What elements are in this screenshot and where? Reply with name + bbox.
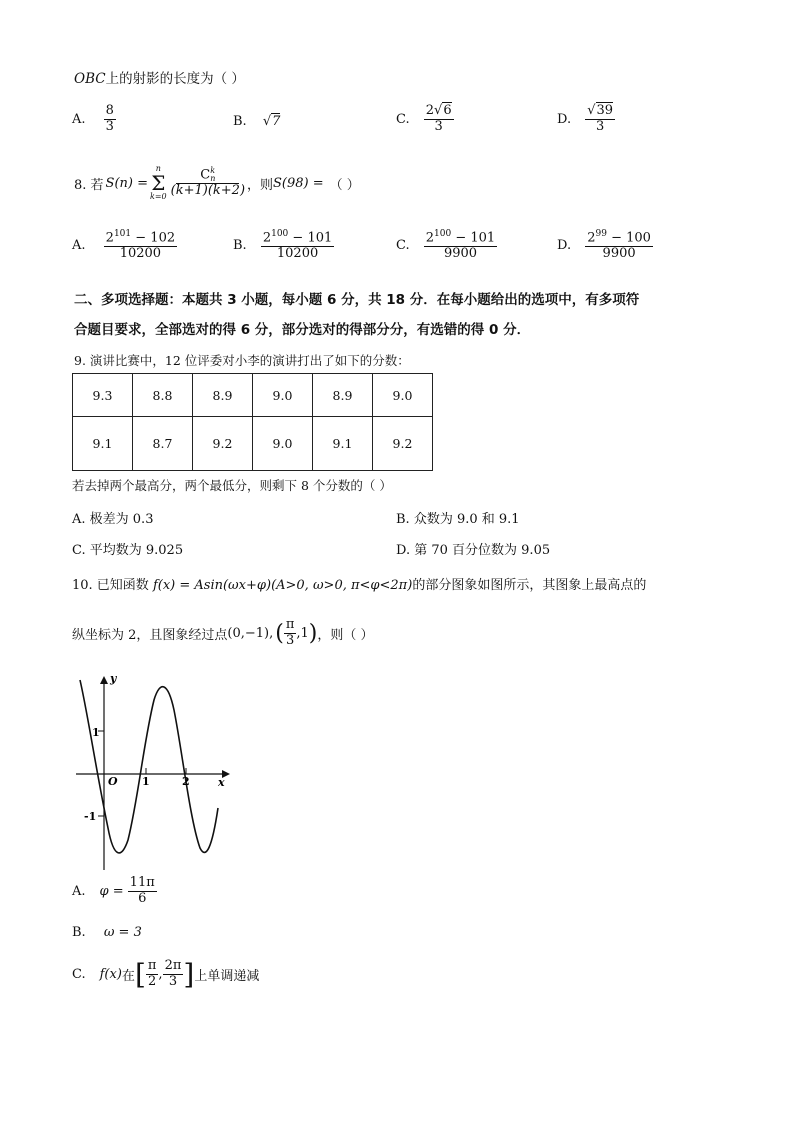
q8-b-fraction <box>261 229 334 262</box>
origin-label: O <box>108 775 118 788</box>
denominator: 3 <box>105 118 114 134</box>
table-cell: 9.2 <box>373 417 433 471</box>
radicand: 6 <box>443 103 452 118</box>
table-cell: 9.3 <box>73 374 133 417</box>
q9-stem: 9. 演讲比赛中，12 位评委对小李的演讲打出了如下的分数： <box>74 353 410 368</box>
table-cell: 9.2 <box>193 417 253 471</box>
q10-point2-y: ,1 <box>296 625 309 641</box>
base: 2 <box>425 230 435 246</box>
q8-c-fraction <box>424 229 497 262</box>
q8-option-b[interactable] <box>233 229 334 262</box>
base: 2 <box>105 230 114 246</box>
q9-option-d[interactable]: D. 第 70 百分位数为 9.05 <box>396 543 551 558</box>
x-label: x <box>218 776 225 789</box>
option-label: D. <box>557 238 572 254</box>
q10-tail: 的部分图象如图所示，其图象上最高点的 <box>412 578 647 593</box>
right-paren-icon: ) <box>308 620 318 646</box>
comma: , <box>158 967 163 982</box>
table-cell: 9.1 <box>73 417 133 471</box>
numerator <box>104 229 177 247</box>
denominator: 10200 <box>119 246 162 262</box>
sqrt-icon: √ <box>587 103 596 118</box>
y-arrow-icon <box>100 676 108 684</box>
sine-curve <box>80 680 218 853</box>
denominator: 6 <box>138 890 147 906</box>
right-bracket-icon: ] <box>183 958 195 991</box>
table-cell: 9.1 <box>313 417 373 471</box>
exponent: 101 <box>113 229 132 239</box>
sqrt-icon: √ <box>262 114 272 129</box>
q10-a-fraction <box>128 876 157 907</box>
binom-scripts <box>210 167 215 183</box>
remainder: − 100 <box>606 230 651 246</box>
q10-graph <box>70 670 240 875</box>
q10-point1: (0,−1), <box>227 625 274 641</box>
table-row <box>73 374 433 417</box>
left-bracket-icon: [ <box>134 958 146 991</box>
coefficient: 2 <box>425 103 435 118</box>
option-label: D. <box>557 111 572 127</box>
x-tick-label-1: 1 <box>142 775 150 788</box>
q8-then: ，则 <box>247 177 274 193</box>
sigma-icon: Σ <box>151 171 166 195</box>
q7-stem-text: 上的射影的长度为（ ） <box>105 71 245 87</box>
interval-start <box>146 959 159 990</box>
q7-option-c[interactable] <box>396 104 454 135</box>
denominator: 3 <box>596 118 605 134</box>
q10-point2-x <box>284 618 297 649</box>
numerator <box>424 229 497 247</box>
q10-lead: 10. 已知函数 <box>72 578 149 593</box>
denominator: (k+1)(k+2) <box>170 183 246 199</box>
q10-option-c[interactable] <box>72 958 259 991</box>
option-label: B. <box>233 114 247 129</box>
exponent: 99 <box>595 229 607 239</box>
option-label: C. <box>72 967 86 982</box>
numerator: π <box>147 958 157 974</box>
exponent: 100 <box>434 229 452 239</box>
q8-stem <box>74 165 360 201</box>
binom-sup: k <box>210 165 216 175</box>
table-cell: 8.9 <box>313 374 373 417</box>
q8-option-c[interactable] <box>396 229 497 262</box>
q9-option-a[interactable]: A. 极差为 0.3 <box>72 512 154 527</box>
table-cell: 9.0 <box>253 417 313 471</box>
denominator: 3 <box>168 974 178 989</box>
q7-option-d[interactable] <box>557 104 615 135</box>
binom-c: C <box>200 167 211 183</box>
section2-line2: 合题目要求，全部选对的得 6 分，部分选对的得部分分，有选错的得 0 分． <box>74 322 531 338</box>
q7-stem <box>74 67 245 87</box>
denominator: 9900 <box>602 246 636 262</box>
binom-sub: n <box>210 173 216 183</box>
numerator <box>176 167 239 184</box>
option-label: A. <box>72 111 86 127</box>
y-tick-label-1: 1 <box>92 726 100 739</box>
tail-text: 上单调递减 <box>194 969 260 984</box>
q8-lhs: S(n) = <box>105 175 148 191</box>
q10-stem-line1 <box>72 574 646 593</box>
q7-c-fraction <box>424 104 454 135</box>
numerator <box>585 104 615 120</box>
remainder: − 102 <box>131 230 176 246</box>
q9-question: 若去掉两个最高分，两个最低分，则剩下 8 个分数的（ ） <box>72 478 392 493</box>
q8-option-d[interactable] <box>557 229 653 262</box>
sqrt-icon: √ <box>434 103 443 118</box>
table-cell: 8.7 <box>133 417 193 471</box>
numerator <box>424 104 454 120</box>
q9-score-table <box>72 373 433 471</box>
remainder: − 101 <box>288 230 333 246</box>
phi-lhs: φ = <box>99 883 124 899</box>
numerator <box>585 229 653 247</box>
exponent: 100 <box>271 229 289 239</box>
func: f(x) <box>99 967 122 982</box>
q10-option-b[interactable] <box>72 925 142 940</box>
mid-text: 在 <box>121 969 135 984</box>
option-label: B. <box>72 925 86 940</box>
sum-symbol <box>150 165 167 201</box>
option-label: A. <box>72 883 86 899</box>
denominator: 3 <box>434 118 443 134</box>
q8-number: 8. 若 <box>74 177 104 193</box>
remainder: − 101 <box>451 230 496 246</box>
interval-end <box>163 959 184 990</box>
q7-option-b[interactable] <box>233 114 280 129</box>
q8-target: S(98) = <box>273 175 324 191</box>
option-label: A. <box>72 238 86 254</box>
denominator: 3 <box>285 632 295 648</box>
y-tick-label-neg1: -1 <box>84 810 97 823</box>
y-label: y <box>110 672 117 685</box>
numerator <box>261 229 334 247</box>
q8-option-a[interactable] <box>72 229 177 262</box>
denominator: 2 <box>148 974 157 989</box>
option-label: B. <box>233 238 247 254</box>
base: 2 <box>262 230 272 246</box>
numerator: π <box>285 617 295 632</box>
q7-a-fraction <box>104 104 116 135</box>
numerator: 11π <box>129 875 155 890</box>
q8-blank: （ ） <box>329 177 360 193</box>
table-cell: 9.0 <box>373 374 433 417</box>
sum-upper: n <box>155 164 161 173</box>
q10-stem-line2 <box>72 618 374 649</box>
left-paren-icon: ( <box>275 620 284 646</box>
q9-option-b[interactable]: B. 众数为 9.0 和 9.1 <box>396 512 520 527</box>
q10-func: f(x) = Asin(ωx+φ) <box>152 578 272 593</box>
denominator: 9900 <box>443 246 478 262</box>
numerator: 8 <box>105 103 114 118</box>
omega-expr: ω = 3 <box>103 925 142 940</box>
table-row <box>73 417 433 471</box>
denominator: 10200 <box>276 246 319 262</box>
q8-a-fraction <box>104 229 177 262</box>
numerator: 2π <box>164 958 182 974</box>
option-label: C. <box>396 111 410 127</box>
q10-line2-b: ，则（ ） <box>317 627 374 643</box>
option-label: C. <box>396 238 410 254</box>
section2-line1: 二、多项选择题：本题共 3 小题，每小题 6 分，共 18 分．在每小题给出的选项中，有多项符 <box>74 292 640 308</box>
radicand: 7 <box>272 114 281 129</box>
x-tick-label-2: 2 <box>182 775 190 788</box>
radicand: 39 <box>596 103 614 118</box>
q8-d-fraction <box>585 229 653 262</box>
q10-cond: (A>0, ω>0, π<φ<2π) <box>271 578 413 593</box>
sum-lower: k=0 <box>150 192 167 201</box>
q7-plane: OBC <box>74 71 106 87</box>
table-cell: 8.8 <box>133 374 193 417</box>
table-cell: 8.9 <box>193 374 253 417</box>
table-cell: 9.0 <box>253 374 313 417</box>
base: 2 <box>587 230 596 246</box>
q10-option-a[interactable] <box>72 876 157 907</box>
q7-d-fraction <box>585 104 615 135</box>
q10-line2-a: 纵坐标为 2，且图象经过点 <box>72 627 228 643</box>
q8-fraction <box>169 167 247 199</box>
q9-option-c[interactable]: C. 平均数为 9.025 <box>72 543 184 558</box>
q7-option-a[interactable] <box>72 104 116 135</box>
